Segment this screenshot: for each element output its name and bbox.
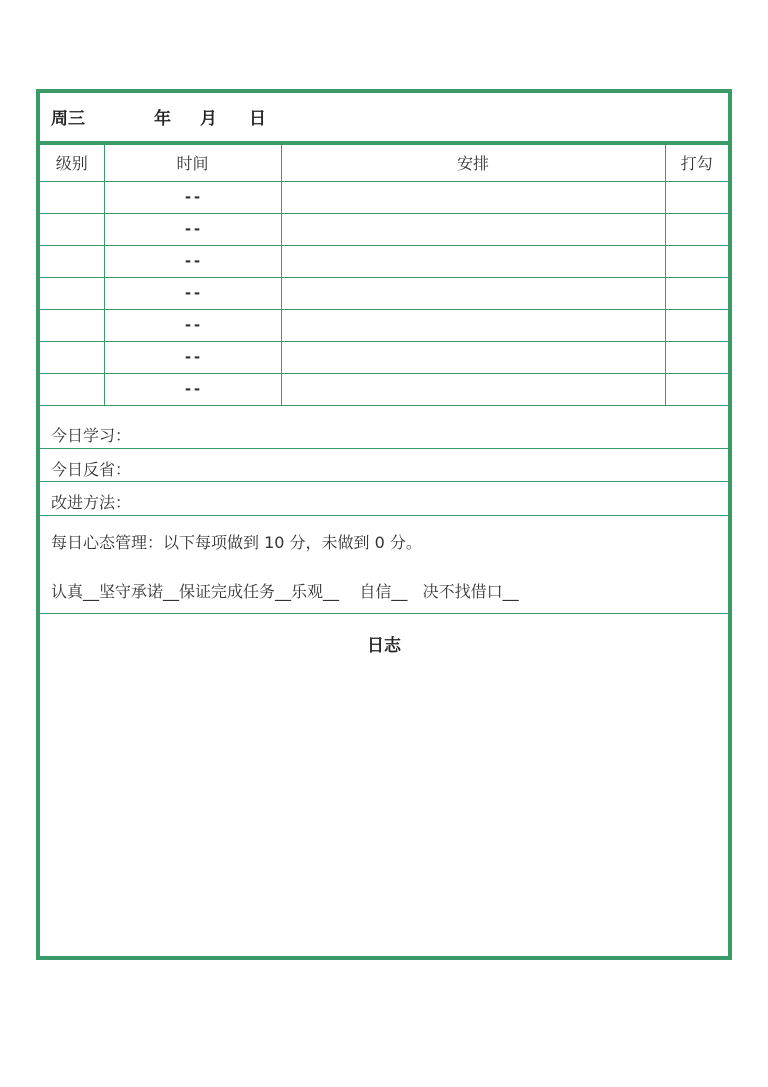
level-cell[interactable]	[40, 309, 104, 341]
table-row	[40, 373, 728, 405]
time-cell[interactable]: --	[104, 373, 281, 405]
column-header-time: 时间	[104, 145, 281, 181]
table-row	[40, 309, 728, 341]
level-cell[interactable]	[40, 245, 104, 277]
table-row	[40, 245, 728, 277]
check-cell[interactable]	[665, 181, 728, 213]
plan-cell[interactable]	[281, 309, 665, 341]
level-cell[interactable]	[40, 277, 104, 309]
journal-title: 日志	[367, 636, 401, 656]
month-label: 月	[200, 109, 217, 129]
mood-items-text[interactable]: 认真__坚守承诺__保证完成任务__乐观__ 自信__ 决不找借口__	[51, 582, 519, 601]
level-cell[interactable]	[40, 373, 104, 405]
check-cell[interactable]	[665, 309, 728, 341]
plan-cell[interactable]	[281, 277, 665, 309]
plan-cell[interactable]	[281, 341, 665, 373]
weekday-label: 周三	[51, 109, 85, 129]
daily-planner-sheet	[36, 89, 732, 960]
year-label: 年	[154, 109, 171, 129]
mood-rule-text: 每日心态管理：以下每项做到 10 分，未做到 0 分。	[51, 533, 422, 552]
plan-cell[interactable]	[281, 245, 665, 277]
plan-cell[interactable]	[281, 181, 665, 213]
column-header-plan: 安排	[281, 145, 665, 181]
improvement-row[interactable]	[40, 482, 728, 516]
plan-cell[interactable]	[281, 373, 665, 405]
column-header-level: 级别	[40, 145, 104, 181]
check-cell[interactable]	[665, 277, 728, 309]
check-cell[interactable]	[665, 213, 728, 245]
column-header-check: 打勾	[665, 145, 728, 181]
study-row[interactable]	[40, 415, 728, 449]
study-label: 今日学习：	[51, 426, 132, 445]
reflection-row[interactable]	[40, 449, 728, 482]
table-row	[40, 213, 728, 245]
time-cell[interactable]: --	[104, 341, 281, 373]
check-cell[interactable]	[665, 341, 728, 373]
reflection-label: 今日反省：	[51, 460, 132, 479]
table-header-row	[40, 145, 728, 181]
level-cell[interactable]	[40, 341, 104, 373]
table-row	[40, 341, 728, 373]
time-cell[interactable]: --	[104, 309, 281, 341]
journal-area[interactable]	[40, 663, 728, 956]
time-cell[interactable]: --	[104, 277, 281, 309]
mood-management-section	[40, 516, 728, 614]
level-cell[interactable]	[40, 213, 104, 245]
time-cell[interactable]: --	[104, 213, 281, 245]
plan-cell[interactable]	[281, 213, 665, 245]
table-row	[40, 277, 728, 309]
improvement-label: 改进方法：	[51, 493, 132, 512]
schedule-table	[40, 145, 728, 406]
time-cell[interactable]: --	[104, 181, 281, 213]
date-header	[40, 93, 728, 145]
check-cell[interactable]	[665, 373, 728, 405]
table-row	[40, 181, 728, 213]
time-cell[interactable]: --	[104, 245, 281, 277]
day-label: 日	[249, 109, 266, 129]
level-cell[interactable]	[40, 181, 104, 213]
check-cell[interactable]	[665, 245, 728, 277]
